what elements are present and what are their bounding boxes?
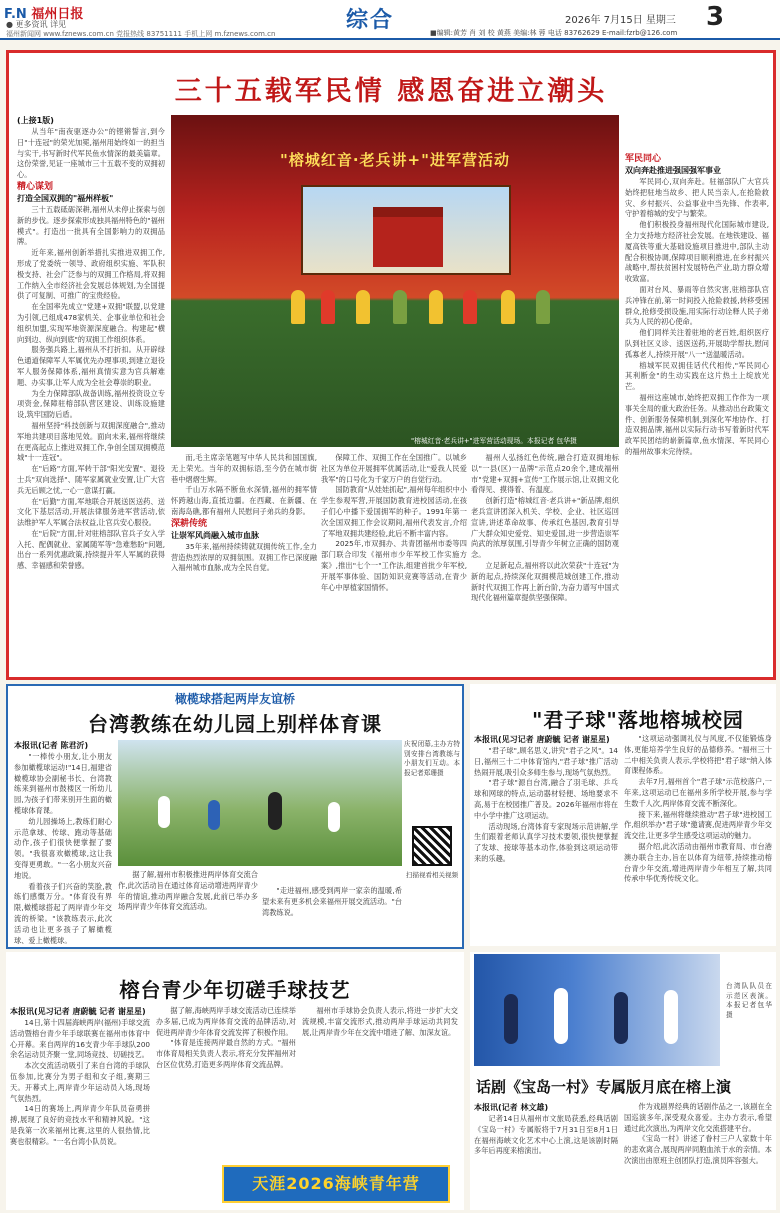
continued-note: (上接1版) [17,116,54,125]
byline: 本报讯(见习记者 唐蔚毓 记者 谢星星) [10,1007,146,1016]
paragraph: 幼儿园操场上,教练们耐心示范拿球、传球、跑动等基础动作,孩子们很快便掌握了要领。"我很喜欢橄榄球,这让我变得更勇敢。"一名小朋友兴奋地说。 [14,816,112,880]
section-title: 综合 [346,7,395,33]
tiananmen-image [373,207,443,267]
paragraph: 保障工作、双拥工作在全国推广。以城乡社区为单位开展拥军优属活动,让"爱我人民爱我军"的口号化为千家万户的自觉行动。 [321,453,467,484]
paragraph: "体育是连接两岸最自然的方式。"福州市体育局相关负责人表示,将充分发挥福州对台区位优势,打造更多两岸体育交流品牌。 [156,1038,296,1069]
performer [393,290,407,324]
paragraph: 服务强兵路上,福州从不打折扣。从开辟绿色通道保障军人军属优先办理事项,到建立退役军人服务保障体系,福州真情实意为官兵解难题、办实事,让军人成为全社会尊崇的职业。 [17,345,165,387]
paragraph: 福州这座城市,始终把双拥工作作为一项事关全局的重大政治任务。从推动出台政策文件、创新服务保障机制,到深化军地协作、打造双拥品牌,福州以实际行动书写着新时代军政军民团结的崭新篇章,鱼水情深、军民同心的福州故事未完待续。 [625,392,769,456]
paragraph: 面对台风、暴雨等自然灾害,驻榕部队官兵冲锋在前,第一时间投入抢险救援,转移受困群众,抢修受损设施,用实际行动诠释人民子弟兵为人民的初心使命。 [625,284,769,327]
paragraph: 在全国率先成立"党建+双拥"联盟,以党建为引领,已组成478家机关、企事业单位和社会组织加盟,实现军地资源深度融合。构建起"横向到边、纵向到底"的双拥工作组织体系。 [17,302,165,344]
player-figure [664,990,678,1044]
paragraph: 14日,第十四届海峡两岸(福州)手球交流活动暨榕台青少年手球联赛在福州市体育中心开幕。来自两岸的16支青少年手球队200余名运动员齐聚一堂,同场竞技、切磋技艺。 [10,1018,150,1060]
byline: 本报讯(记者 林文雄) [474,1103,549,1112]
paragraph: 福州坚持"科技创新与双拥深度融合",推动军地共建项目落地见效。面向未来,福州将继续在更高起点上推进双拥工作,争创全国双拥模范城"十一连冠"。 [17,420,165,463]
newspaper-logo: F.N 福州日报 [4,7,84,22]
paragraph: 本次交流活动吸引了来自台湾的手球队伍参加,比赛分为男子组和女子组,赛期三天。开幕式上,两岸青少年运动员入场,现场气氛热烈。 [10,1061,150,1103]
paragraph: 军民同心,双向奔赴。驻福部队广大官兵始终把驻地当故乡、把人民当亲人,在抢险救灾、乡村振兴、公益事业中当先锋、作表率,守护着榕城的安宁与繁荣。 [625,177,769,219]
photo-caption: 台湾队队员在示范区表演。本报记者包华摄 [726,982,772,1019]
photo-side-caption: 庆祝闭幕,主办方特别安排台湾教练与小朋友们互动。本报记者郑珊摄 [404,740,460,777]
story-column [474,734,618,944]
performer [501,290,515,324]
story-column [474,1102,618,1206]
subhead: 军民同心 [625,154,662,164]
paragraph: 14日的赛场上,两岸青少年队员奋勇拼搏,展现了良好的竞技水平和精神风貌。"这是我第一次来福州比赛,这里的人很热情,比赛也很精彩。"一名台湾小队员说。 [10,1104,150,1146]
story-column [10,1006,150,1206]
paragraph: "君子球",顾名思义,讲究"君子之风"。14日,福州三十二中体育馆内,"君子球"推广活动热闹开展,吸引众多师生参与,现场气氛热烈。 [474,746,618,777]
lead-story [6,50,776,680]
paragraph: 而,毛主席亲笔题写中华人民共和国国旗,无上荣光。当年的双拥标语,至今仍在城市街巷中熠熠生辉。 [171,453,317,484]
lead-column-4 [321,453,467,677]
paragraph: 据了解,海峡两岸手球交流活动已连续举办多届,已成为两岸体育交流的品牌活动,对促进两岸青少年体育交流发挥了积极作用。 [156,1006,296,1037]
story-rugby [6,684,464,949]
byline: 本报讯(记者 陈君沂) [14,741,89,750]
stage-banner: "榕城红音·老兵讲+"进军营活动 [280,151,510,169]
story-headline: "君子球"落地榕城校园 [532,708,744,732]
paragraph: 35年来,福州持续铸就双拥传统工作,全力营造热烈浓厚的双拥氛围。双拥工作已深度融入福州城市血脉,成为全民自觉。 [171,541,317,573]
paragraph: 三十五载砥砺深耕,福州从未停止探索与创新的步伐。逐步探索形成独具福州特色的"福州模式"。打造出一批具有全国影响力的双拥品牌。 [17,204,165,247]
performer [321,290,335,324]
story-column [118,870,258,946]
story-junziqiu [470,684,776,946]
paragraph: 在"后院"方面,针对驻榕部队官兵子女入学入托、配偶就业、家属随军等"急难愁盼"问题,出台一系列优惠政策,持续提升军人军属的获得感、幸福感和荣誉感。 [17,528,165,571]
paragraph: 创新打造"榕城红音·老兵讲+"新品牌,组织老兵宣讲团深入机关、学校、企业、社区巡回宣讲,讲述革命故事、传承红色基因,教育引导广大群众知史爱党、知史爱国,进一步营造崇军尚武的浓厚氛围,引导青少年树立正确的国防观念。 [471,496,619,560]
lead-column-3 [171,453,317,677]
qr-code[interactable] [412,826,452,866]
masthead [0,0,780,40]
byline: 本报讯(见习记者 唐蔚毓 记者 谢星星) [474,735,610,744]
paragraph: "君子球"源自台湾,融合了羽毛球、乒乓球和网球的特点,运动器材轻便、场地要求不高,易于在校园推广普及。2026年福州市将在中小学中推广这项运动。 [474,778,618,820]
story-column [624,1102,772,1206]
performer [463,290,477,324]
paragraph: 为全力保障部队战备训练,福州投资设立专项资金,保障驻榕部队营区建设、训练设施建设,筑牢国防后盾。 [17,388,165,420]
story-drama [470,952,776,1210]
masthead-site-line: 福州新闻网 www.fznews.com.cn 党报热线 83751111 手机上网 m.fznews.com.cn [6,30,276,38]
paragraph: 在"后勤"方面,军地联合开展送医送药、送文化下基层活动,开展法律服务进军营活动,依法维护军人军属合法权益,让官兵安心服役。 [17,496,165,528]
paragraph: 活动现场,台湾体育专家现场示范讲解,学生们跟着老师认真学习技术要领,很快便掌握了发球、接球等基本动作,体验到这项运动带来的乐趣。 [474,821,618,863]
story-column [624,734,772,944]
paragraph: 从当年"南夜驱逐办公"的铿锵誓言,到今日"十连冠"的荣光加冕,福州用始终如一的担当与实干,书写新时代军民鱼水情深的最美篇章。这份荣誉,见证一座城市三十五载不变的双拥初心。 [17,127,165,180]
story-headline: 榕台青少年切磋手球技艺 [119,978,351,1002]
subhead: 深耕传统 [171,518,208,529]
lead-photo [171,115,619,447]
paragraph: 去年7月,福州首个"君子球"示范校落户,一年来,这项运动已在福州多所学校开展,参与学生数千人次,两岸体育交流不断深化。 [624,777,772,808]
paragraph: 福州人弘扬红色传统,融合打造双拥地标以"一县(区)一品牌"示范点20余个,建成福州市"党建+双拥+宣传"工作展示馆,让双拥文化看得见、摸得着、有温度。 [471,453,619,495]
stage-screen [301,185,511,275]
paragraph: 2025年,市双拥办、共青团福州市委等四部门联合印发《福州市少年军校工作实施方案》,推出"七个一"工作法,组建首批少年军校,开展军事体验、国防知识竞赛等活动,在青少年心中厚植家国情怀。 [321,539,467,592]
editors-line: ■编辑:黄芳 肖 刘 校 黄燕 美编:林 蓉 电话 83762629 E-mail:fzrb@126.com [430,29,678,37]
masthead-slogan: ● 更多资讯 详见 [6,20,67,29]
rugby-photo [118,740,402,866]
player-figure [614,992,628,1044]
story-kicker: 橄榄球搭起两岸友谊桥 [174,692,295,706]
performer [291,290,305,324]
child-figure [158,796,170,828]
lead-column-5 [471,453,619,677]
paragraph: 《宝岛一村》讲述了眷村三户人家数十年的悲欢离合,展现两岸同胞血浓于水的亲情。本次演出由原班主创团队打造,演员阵容强大。 [624,1134,772,1165]
performer [429,290,443,324]
paragraph: 近年来,福州创新举措扎实推进双拥工作,形成了党委统一领导、政府组织实施、军队积极支持、社会广泛参与的双拥工作格局,将双拥工作纳入全市经济社会发展总体规划,为全国提供了可复制、可推广的宝贵经验。 [17,248,165,301]
paragraph: 国防教育"从娃娃抓起",福州每年组织中小学生参观军营,开展国防教育进校园活动,在孩子们心中播下爱国拥军的种子。1991年第一次全国双拥工作会议期间,福州代表发言,介绍了军地双拥共建经验,此后不断丰富内容。 [321,485,467,538]
story-headline: 台湾教练在幼儿园上别样体育课 [88,712,382,736]
child-figure [208,800,220,830]
paragraph: 千山万水隔不断鱼水深情,福州的拥军情怀跨越山海,直抵边疆。在西藏、在新疆、在南海岛礁,都有福州人民慰问子弟兵的身影。 [171,485,317,516]
photo-caption: "榕城红音·老兵讲+"进军营活动现场。本报记者 包华摄 [411,437,577,445]
paragraph: 立足新起点,福州将以此次荣获"十连冠"为新的起点,持续深化双拥模范城创建工作,推动新时代双拥工作再上新台阶,为奋力谱写中国式现代化福州篇章提供坚强保障。 [471,560,619,603]
lead-column-6 [625,153,769,677]
performer [536,290,550,324]
youth-camp-ad[interactable]: 天涯2026海峡青年营 [222,1165,450,1203]
paragraph: 据了解,福州市积极推进两岸体育交流合作,此次活动旨在通过体育运动增进两岸青少年的情谊,推动两岸融合发展,此前已举办多场两岸青少年体育交流活动。 [118,870,258,912]
paragraph: 作为戏剧界经典的话剧作品之一,该剧在全国巡演多年,深受观众喜爱。主办方表示,希望通过此次演出,为两岸文化交流搭建平台。 [624,1102,772,1133]
subhead-line: 打造全国双拥的"福州样板" [17,193,114,203]
qr-caption: 扫描视看相关视频 [406,871,458,879]
performer [356,290,370,324]
paragraph: 看着孩子们兴奋的笑脸,教练们感慨万分。"体育没有界限,橄榄球搭起了两岸青少年交流的桥梁。"该教练表示,此次活动也让更多孩子了解橄榄球、爱上橄榄球。 [14,881,112,945]
story-column [262,886,402,946]
paragraph: 在"后路"方面,军转干部"阳光安置"、退役士兵"双向选择"、随军家属就业安置,让广大官兵无后顾之忧,一心一意谋打赢。 [17,464,165,495]
paragraph: "一棒传小朋友,让小朋友参加橄榄球运动!"14日,福建省橄榄球协会副秘书长、台湾教练来到福州市鼓楼区一所幼儿园,为孩子们带来别开生面的橄榄球体育课。 [14,752,112,815]
issue-date: 2026年 7月15日 星期三 [565,15,676,26]
paragraph: 据介绍,此次活动由福州市教育局、市台港澳办联合主办,旨在以体育为纽带,持续推动榕台青少年交流,增进两岸青少年相互了解,共同传承中华优秀传统文化。 [624,841,772,884]
subhead-line: 双向奔赴推进强国强军事业 [625,166,721,175]
story-column [14,740,112,946]
paragraph: "这项运动强调礼仪与风度,不仅能锻炼身体,更能培养学生良好的品德修养。"福州三十二中相关负责人表示,学校将把"君子球"纳入体育课程体系。 [624,734,772,776]
junziqiu-photo [474,954,720,1066]
story-headline: 话剧《宝岛一村》专属版月底在榕上演 [476,1078,732,1096]
lead-headline: 三十五载军民情 感恩奋进立潮头 [174,76,608,107]
lead-column-1 [17,115,165,677]
paragraph: "走进福州,感受到两岸一家亲的温暖,希望未来有更多机会来福州开展交流活动。"台湾教练说。 [262,886,402,917]
paragraph: 接下来,福州将继续推动"君子球"进校园工作,组织举办"君子球"邀请赛,促进两岸青少年交流交往,让更多学生感受这项运动的魅力。 [624,809,772,841]
paragraph: 记者14日从福州市文旅局获悉,经典话剧《宝岛一村》专属版将于7月31日至8月1日在福州海峡文化艺术中心上演,这是该剧时隔多年后再度来榕演出。 [474,1114,618,1156]
paragraph: 福州市手球协会负责人表示,将进一步扩大交流规模,丰富交流形式,推动两岸手球运动共同发展,让两岸青少年在交流中增进了解、加深友谊。 [302,1006,458,1037]
coach-figure [268,792,282,830]
paragraph: 榕城军民双拥佳话代代相传,"军民同心 其利断金"的生动实践在这片热土上绽放光芒。 [625,360,769,392]
story-column [302,1006,458,1156]
player-figure [504,994,518,1044]
paragraph: 他们积极投身福州现代化国际城市建设,全力支持地方经济社会发展。在地铁建设、福厦高铁等重大基础设施项目推进中,部队主动配合积极协调,保障项目顺利推进,在乡村振兴战略中,帮扶贫困村发展特色产业,助力群众增收致富。 [625,220,769,284]
player-figure [554,988,568,1044]
subhead: 精心谋划 [17,181,54,192]
subhead-line: 让崇军风尚融入城市血脉 [171,530,259,540]
page-number: 3 [706,2,725,32]
child-figure [328,802,340,832]
paragraph: 他们同样关注着驻地的老百姓,组织医疗队到社区义诊、送医送药,开展助学帮扶,慰问孤寡老人,持续开展"八一"送温暖活动。 [625,328,769,359]
